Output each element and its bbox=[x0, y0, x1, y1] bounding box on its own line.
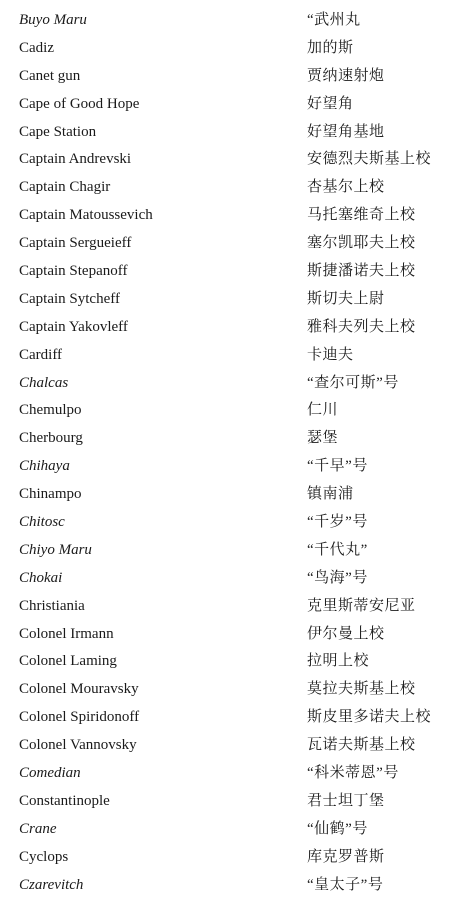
glossary-entry bbox=[0, 146, 463, 174]
english-term: Colonel Mouravsky bbox=[19, 681, 139, 698]
english-term: Chalcas bbox=[19, 374, 69, 391]
glossary-entry bbox=[0, 370, 463, 398]
english-term: Chokai bbox=[19, 569, 63, 586]
glossary-entry bbox=[0, 676, 463, 704]
glossary-entry bbox=[0, 63, 463, 91]
chinese-term: 好望角 bbox=[307, 95, 354, 112]
english-term: Cyclops bbox=[19, 848, 69, 865]
english-term: Captain Chagir bbox=[19, 179, 111, 196]
chinese-term: 克里斯蒂安尼亚 bbox=[307, 597, 416, 614]
english-term: Captain Sytcheff bbox=[19, 290, 120, 307]
chinese-term: “查尔可斯”号 bbox=[307, 374, 399, 391]
chinese-term: 君士坦丁堡 bbox=[307, 792, 385, 809]
english-term: Captain Andrevski bbox=[19, 151, 132, 168]
chinese-term: 斯皮里多诺夫上校 bbox=[307, 709, 432, 726]
english-term: Captain Yakovleff bbox=[19, 318, 128, 335]
english-term: Constantinople bbox=[19, 792, 110, 809]
english-term: Cherbourg bbox=[19, 430, 83, 447]
chinese-term: “科米蒂恩”号 bbox=[307, 765, 399, 782]
english-term: Captain Sergueieff bbox=[19, 235, 132, 252]
english-term: Captain Matoussevich bbox=[19, 207, 153, 224]
english-term: Colonel Spiridonoff bbox=[19, 709, 140, 726]
chinese-term: 拉明上校 bbox=[307, 653, 370, 670]
glossary-entry bbox=[0, 202, 463, 230]
glossary-entry bbox=[0, 788, 463, 816]
chinese-term: “皇太子”号 bbox=[307, 876, 384, 893]
glossary-entry bbox=[0, 286, 463, 314]
glossary-entry bbox=[0, 397, 463, 425]
english-term: Colonel Irmann bbox=[19, 625, 114, 642]
glossary-entry bbox=[0, 425, 463, 453]
glossary-entry bbox=[0, 342, 463, 370]
glossary-entry bbox=[0, 593, 463, 621]
glossary-entry bbox=[0, 258, 463, 286]
english-term: Cape of Good Hope bbox=[19, 95, 140, 112]
glossary-entry bbox=[0, 844, 463, 872]
chinese-term: “仙鹤”号 bbox=[307, 820, 368, 837]
english-term: Colonel Laming bbox=[19, 653, 117, 670]
chinese-term: 库克罗普斯 bbox=[307, 848, 385, 865]
glossary-entry bbox=[0, 7, 463, 35]
glossary-entry bbox=[0, 35, 463, 63]
chinese-term: 安德烈夫斯基上校 bbox=[307, 151, 432, 168]
english-term: Colonel Vannovsky bbox=[19, 737, 137, 754]
chinese-term: 莫拉夫斯基上校 bbox=[307, 681, 416, 698]
chinese-term: “千代丸” bbox=[307, 541, 368, 558]
chinese-term: 加的斯 bbox=[307, 39, 354, 56]
glossary-entry bbox=[0, 872, 463, 900]
chinese-term: 卡迪夫 bbox=[307, 346, 354, 363]
chinese-term: 仁川 bbox=[307, 402, 339, 419]
english-term: Chinampo bbox=[19, 486, 82, 503]
chinese-term: 杏基尔上校 bbox=[307, 179, 385, 196]
glossary-list bbox=[0, 7, 463, 900]
chinese-term: 贾纳速射炮 bbox=[307, 67, 385, 84]
chinese-term: “武州丸 bbox=[307, 12, 361, 28]
english-term: Buyo Maru bbox=[19, 12, 87, 28]
glossary-entry bbox=[0, 816, 463, 844]
glossary-entry bbox=[0, 119, 463, 147]
english-term: Crane bbox=[19, 820, 57, 837]
glossary-entry bbox=[0, 760, 463, 788]
english-term: Cadiz bbox=[19, 39, 54, 56]
glossary-entry bbox=[0, 174, 463, 202]
glossary-entry bbox=[0, 230, 463, 258]
english-term: Captain Stepanoff bbox=[19, 263, 128, 280]
chinese-term: “千早”号 bbox=[307, 458, 368, 475]
english-term: Chiyo Maru bbox=[19, 541, 92, 558]
chinese-term: 雅科夫列夫上校 bbox=[307, 318, 416, 335]
glossary-entry bbox=[0, 453, 463, 481]
english-term: Canet gun bbox=[19, 67, 81, 84]
glossary-entry bbox=[0, 732, 463, 760]
english-term: Chemulpo bbox=[19, 402, 82, 419]
english-term: Cape Station bbox=[19, 123, 97, 140]
chinese-term: “千岁”号 bbox=[307, 514, 368, 531]
english-term: Chihaya bbox=[19, 458, 70, 475]
chinese-term: “鸟海”号 bbox=[307, 569, 368, 586]
glossary-entry bbox=[0, 565, 463, 593]
chinese-term: 斯切夫上尉 bbox=[307, 290, 385, 307]
english-term: Czarevitch bbox=[19, 876, 84, 893]
chinese-term: 塞尔凯耶夫上校 bbox=[307, 235, 416, 252]
english-term: Chitosc bbox=[19, 514, 65, 531]
chinese-term: 伊尔曼上校 bbox=[307, 625, 385, 642]
chinese-term: 瑟堡 bbox=[307, 430, 339, 447]
glossary-entry bbox=[0, 314, 463, 342]
glossary-entry bbox=[0, 537, 463, 565]
glossary-entry bbox=[0, 621, 463, 649]
chinese-term: 瓦诺夫斯基上校 bbox=[307, 737, 416, 754]
glossary-entry bbox=[0, 509, 463, 537]
chinese-term: 镇南浦 bbox=[307, 486, 354, 503]
english-term: Comedian bbox=[19, 765, 81, 782]
glossary-entry bbox=[0, 91, 463, 119]
chinese-term: 斯捷潘诺夫上校 bbox=[307, 263, 416, 280]
glossary-entry bbox=[0, 481, 463, 509]
chinese-term: 马托塞维奇上校 bbox=[307, 207, 416, 224]
glossary-entry bbox=[0, 704, 463, 732]
english-term: Cardiff bbox=[19, 346, 63, 363]
glossary-entry bbox=[0, 648, 463, 676]
chinese-term: 好望角基地 bbox=[307, 123, 385, 140]
english-term: Christiania bbox=[19, 597, 85, 614]
